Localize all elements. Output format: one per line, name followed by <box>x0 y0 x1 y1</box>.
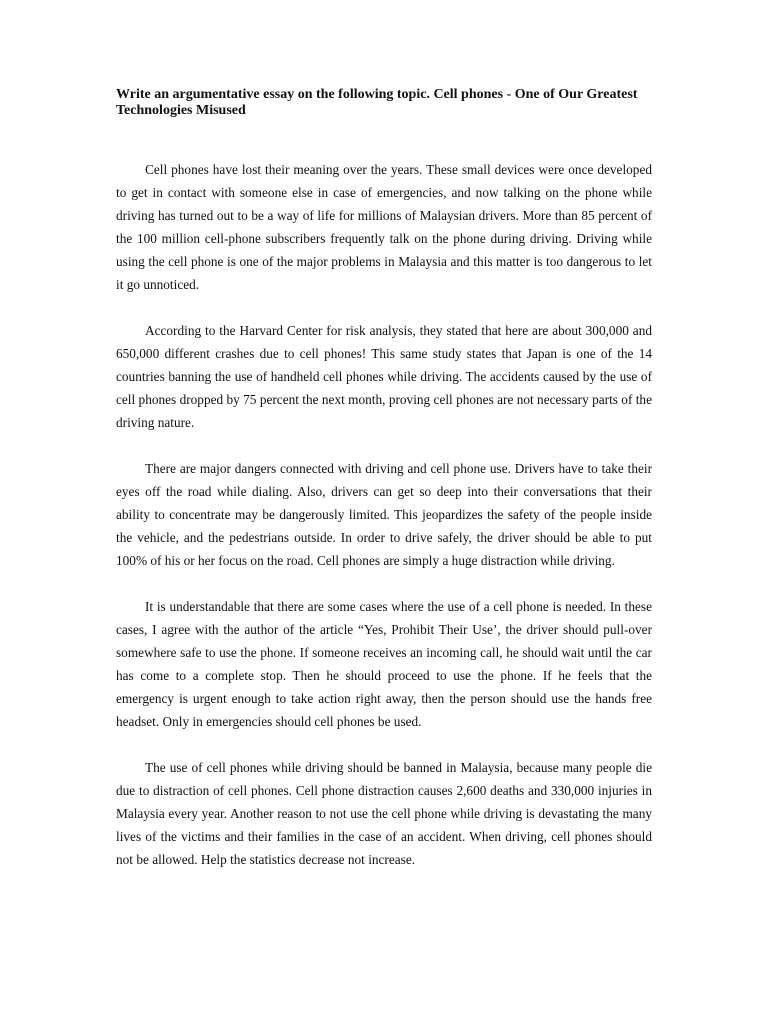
essay-paragraph-5: The use of cell phones while driving should be banned in Malaysia, because many people die due to distraction of cell phones. Cell phone distraction causes 2,600 deaths and 330,000 injuries in Malaysia every year. Another reason to not use the cell phone while driving is devastating the many lives of the victims and their families in the case of an accident. When driving, cell phones should not be allowed. Help the statistics decrease not increase. <box>116 760 652 867</box>
essay-title: Write an argumentative essay on the following topic. Cell phones - One of Our Greatest Technologies Misused <box>116 87 638 118</box>
essay-paragraph-3: There are major dangers connected with driving and cell phone use. Drivers have to take their eyes off the road while dialing. Also, drivers can get so deep into their conversations that their ability to concentrate may be dangerously limited. This jeopardizes the safety of the people inside the vehicle, and the pedestrians outside. In order to drive safely, the driver should be able to put 100% of his or her focus on the road. Cell phones are simply a huge distraction while driving. <box>116 461 652 568</box>
essay-paragraph-4: It is understandable that there are some cases where the use of a cell phone is needed. In these cases, I agree with the author of the article “Yes, Prohibit Their Use’, the driver should pull-over somewhere safe to use the phone. If someone receives an incoming call, he should wait until the car has come to a complete stop. Then he should proceed to use the phone. If he feels that the emergency is urgent enough to take action right away, then the person should use the hands free headset. Only in emergencies should cell phones be used. <box>116 599 652 729</box>
document-page <box>116 87 652 894</box>
essay-paragraph-1: Cell phones have lost their meaning over the years. These small devices were once developed to get in contact with someone else in case of emergencies, and now talking on the phone while driving has turned out to be a way of life for millions of Malaysian drivers. More than 85 percent of the 100 million cell-phone subscribers frequently talk on the phone during driving. Driving while using the cell phone is one of the major problems in Malaysia and this matter is too dangerous to let it go unnoticed. <box>116 162 652 292</box>
essay-paragraph-2: According to the Harvard Center for risk analysis, they stated that here are about 300,000 and 650,000 different crashes due to cell phones! This same study states that Japan is one of the 14 countries banning the use of handheld cell phones while driving. The accidents caused by the use of cell phones dropped by 75 percent the next month, proving cell phones are not necessary parts of the driving nature. <box>116 323 652 430</box>
